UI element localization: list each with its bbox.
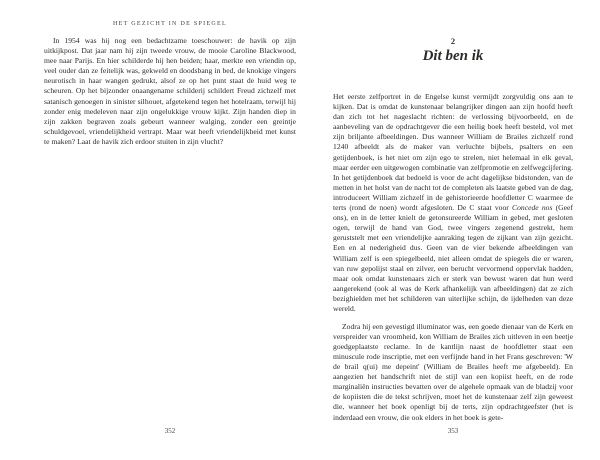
chapter-title: Dit ben ik xyxy=(422,48,484,64)
paragraph-1-text: Het eerste zelfportret in de Engelse kunst vermijdt zorgvuldig ons aan te kijken. Dat is omdat de kunstenaar belangrijker dingen aan zijn hoofd heeft dan zich tot het nageslacht richten: de verlossing bijvoorbeeld, en de aanbeveling van de opdrachtgever die een heilig boek heeft besteld, vol met zijn briljante afbeeldingen. Dus wanneer William de Brailes zichzelf rond 1240 afbeeldt als de maker van verluchte bijbels, psalters en een getijdenboek, is het niet om zijn ego te strelen, niet helemaal in elk geval, maar eerder een uitgewogen combinatie van zelfpromotie en zelfwegcijfering. In het getijdenboek dat bedoeld is voor de acht dagelijkse bidstonden, van de metten in het holst van de nacht tot de completen als laatste gebed van de dag, introduceert William zichzelf in de gehistorieerde hoofdletter C waarmee de terts (rond de noen) wordt afgesloten. De C staat voor xyxy=(333,92,573,213)
right-page xyxy=(333,21,573,430)
chapter-number: 2 xyxy=(450,36,456,46)
left-page-paragraph: In 1954 was hij nog een bedachtzame toeschouwer: de havik op zijn uitkijkpost. Dat jaar nam hij zijn tweede vrouw, de mooie Caroline Blackwood, mee naar Parijs. En hier schilderde hij hen beiden; haar, merkte een vriendin op, veel ouder dan ze feitelijk was, gekweld en doodsbang in bed, de knokige vingers neurotisch in haar wangen gedrukt, alsof ze op het punt staat de huid weg te scheuren. Op het bijzonder onaangename schilderij schildert Freud zichzelf met satanisch genoegen in sinister silhouet, afgetekend tegen het hotelraam, terwijl hij zonder enig medeleven naar zijn ongelukkige vrouw kijkt. Zijn handen diep in zijn zakken begraven zoals gebeurt wanneer walging, zonder een greintje schuldgevoel, vriendelijkheid vertrapt. Maar wat heeft vriendelijkheid met kunst te maken? Laat de havik zich erdoor stuiten in zijn vlucht? xyxy=(44,36,296,146)
paragraph-1-text-continued: (Geef ons), en in de letter knielt de getonsureerde William in gebed, met gesloten ogen, terwijl de hand van God, twee vingers zegenend gestrekt, hem geruststelt met een vriendelijke aanraking tegen de zijkant van zijn gezicht. Een en al nederigheid dus. Geen van de vier bekende afbeeldingen van William zelf is een spiegelbeeld, niet alleen omdat de spiegels die er waren, van ruw gepolijst staal en zilver, een berucht vervormend oppervlak hadden, maar ook omdat kunstenaars zich er sterk van bewust waren dat hun werd aangerekend (ook al was de Kerk afhankelijk van afbeeldingen) dat ze zich bezighielden met het schilderen van uiterlijke schijn, de ijdelheden van deze wereld. xyxy=(333,203,573,313)
right-page-number: 353 xyxy=(447,427,459,435)
left-page-number: 352 xyxy=(164,427,176,435)
right-page-paragraph-1 xyxy=(333,92,573,314)
running-header: HET GEZICHT IN DE SPIEGEL xyxy=(113,21,227,27)
latin-phrase-italic: Concede nos xyxy=(511,203,553,213)
right-page-paragraph-2: Zodra hij een gevestigd illuminator was, een goede dienaar van de Kerk en verspreider van vroomheid, kon William de Brailes zich uitleven in een beetje goedgeplaatste reclame. In de kantlijn naast de hoofdletter staat een minuscule rode inscriptie, met een verfijnde hand in het Frans geschreven: 'W de brail q(ui) me depeint' (William de Brailes heeft me afgebeeld). En aangezien het handschrift niet de stijl van een kopiist heeft, en de rode marginaliën instructies bevatten over de algehele opmaak van de bladzij voor de kopiisten die de tekst schrijven, moet het de kunstenaar zelf zijn geweest die, wanneer het boek openligt bij de terts, zijn opdrachtgeefster (het is inderdaad een vrouw, die ook elders in het boek is gete- xyxy=(333,321,573,422)
left-page xyxy=(44,21,296,155)
